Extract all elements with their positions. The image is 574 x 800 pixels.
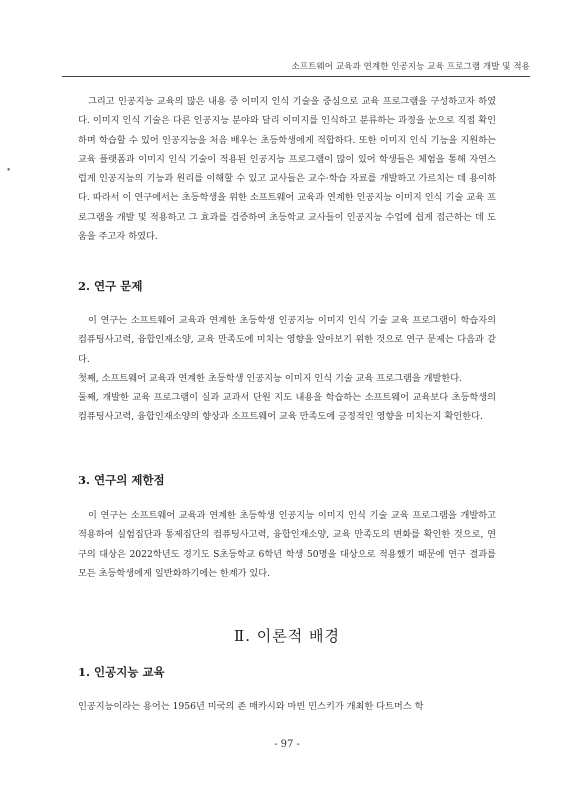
research-questions-block: [78, 311, 496, 427]
research-question-item-1: 첫째, 소프트웨어 교육과 연계한 초등학생 인공지능 이미지 인식 기술 교육 프로그램을 개발한다.: [78, 372, 463, 384]
section-heading-ai-education: 1. 인공지능 교육: [78, 665, 165, 679]
ai-education-block: [78, 697, 496, 716]
page-number: - 97 -: [274, 739, 300, 750]
research-question-item-2: 둘째, 개발한 교육 프로그램이 실과 교과서 단원 지도 내용을 학습하는 소프트웨어 교육보다 초등학생의 컴퓨팅사고력, 융합인재소양의 향상과 소프트웨어 교육 만족도에 긍정적인 영향을 미치는지 확인한다.: [78, 392, 496, 423]
header-rule: [62, 76, 530, 77]
margin-mark: •: [6, 166, 12, 176]
research-questions-paragraph: 이 연구는 소프트웨어 교육과 연계한 초등학생 인공지능 이미지 인식 기술 교육 프로그램이 학습자의 컴퓨팅사고력, 융합인재소양, 교육 만족도에 미치는 영향을 알아보기 위한 것으로 연구 문제는 다음과 같다.: [78, 315, 496, 365]
ai-education-paragraph: 인공지능이라는 용어는 1956년 미국의 존 매카시와 마빈 민스키가 개최한 다트머스 학: [78, 701, 424, 712]
section-heading-research-questions: 2. 연구 문제: [78, 279, 143, 293]
intro-paragraph: 그리고 인공지능 교육의 많은 내용 중 이미지 인식 기술을 중심으로 교육 프로그램을 구성하고자 하였다. 이미지 인식 기술은 다른 인공지능 분야와 달리 이미지를 인식하고 분류하는 과정을 눈으로 직접 확인하며 학습할 수 있어 인공지능을 처음 배우는 초등학생에게 적합하다. 또한 이미지 인식 기능을 지원하는 교육 플랫폼과 이미지 인식 기술이 적용된 인공지능 프로그램이 많이 있어 학생들은 체험을 통해 자연스럽게 인공지능의 기능과 원리를 이해할 수 있고 교사들은 교수·학습 자료를 개발하고 가르치는 데 용이하다. 따라서 이 연구에서는 초등학생을 위한 소프트웨어 교육과 연계한 인공지능 이미지 인식 기술 교육 프로그램을 개발 및 적용하고 그 효과를 검증하여 초등학교 교사들이 인공지능 수업에 쉽게 접근하는 데 도움을 주고자 하였다.: [78, 96, 496, 243]
section-heading-limitations: 3. 연구의 제한점: [78, 473, 165, 487]
limitations-paragraph: 이 연구는 소프트웨어 교육과 연계한 초등학생 인공지능 이미지 인식 기술 교육 프로그램을 개발하고 적용하여 실험집단과 통제집단의 컴퓨팅사고력, 융합인재소양, 교육 만족도의 변화를 확인한 것으로, 연구의 대상은 2022학년도 경기도 S초등학교 6학년 학생 50명을 대상으로 적용했기 때문에 연구 결과를 모든 초등학생에게 일반화하기에는 한계가 있다.: [78, 510, 496, 579]
intro-block: [78, 92, 496, 246]
limitations-block: [78, 506, 496, 583]
chapter-title: Ⅱ. 이론적 배경: [234, 627, 340, 645]
running-head: 소프트웨어 교육과 연계한 인공지능 교육 프로그램 개발 및 적용: [291, 62, 530, 72]
